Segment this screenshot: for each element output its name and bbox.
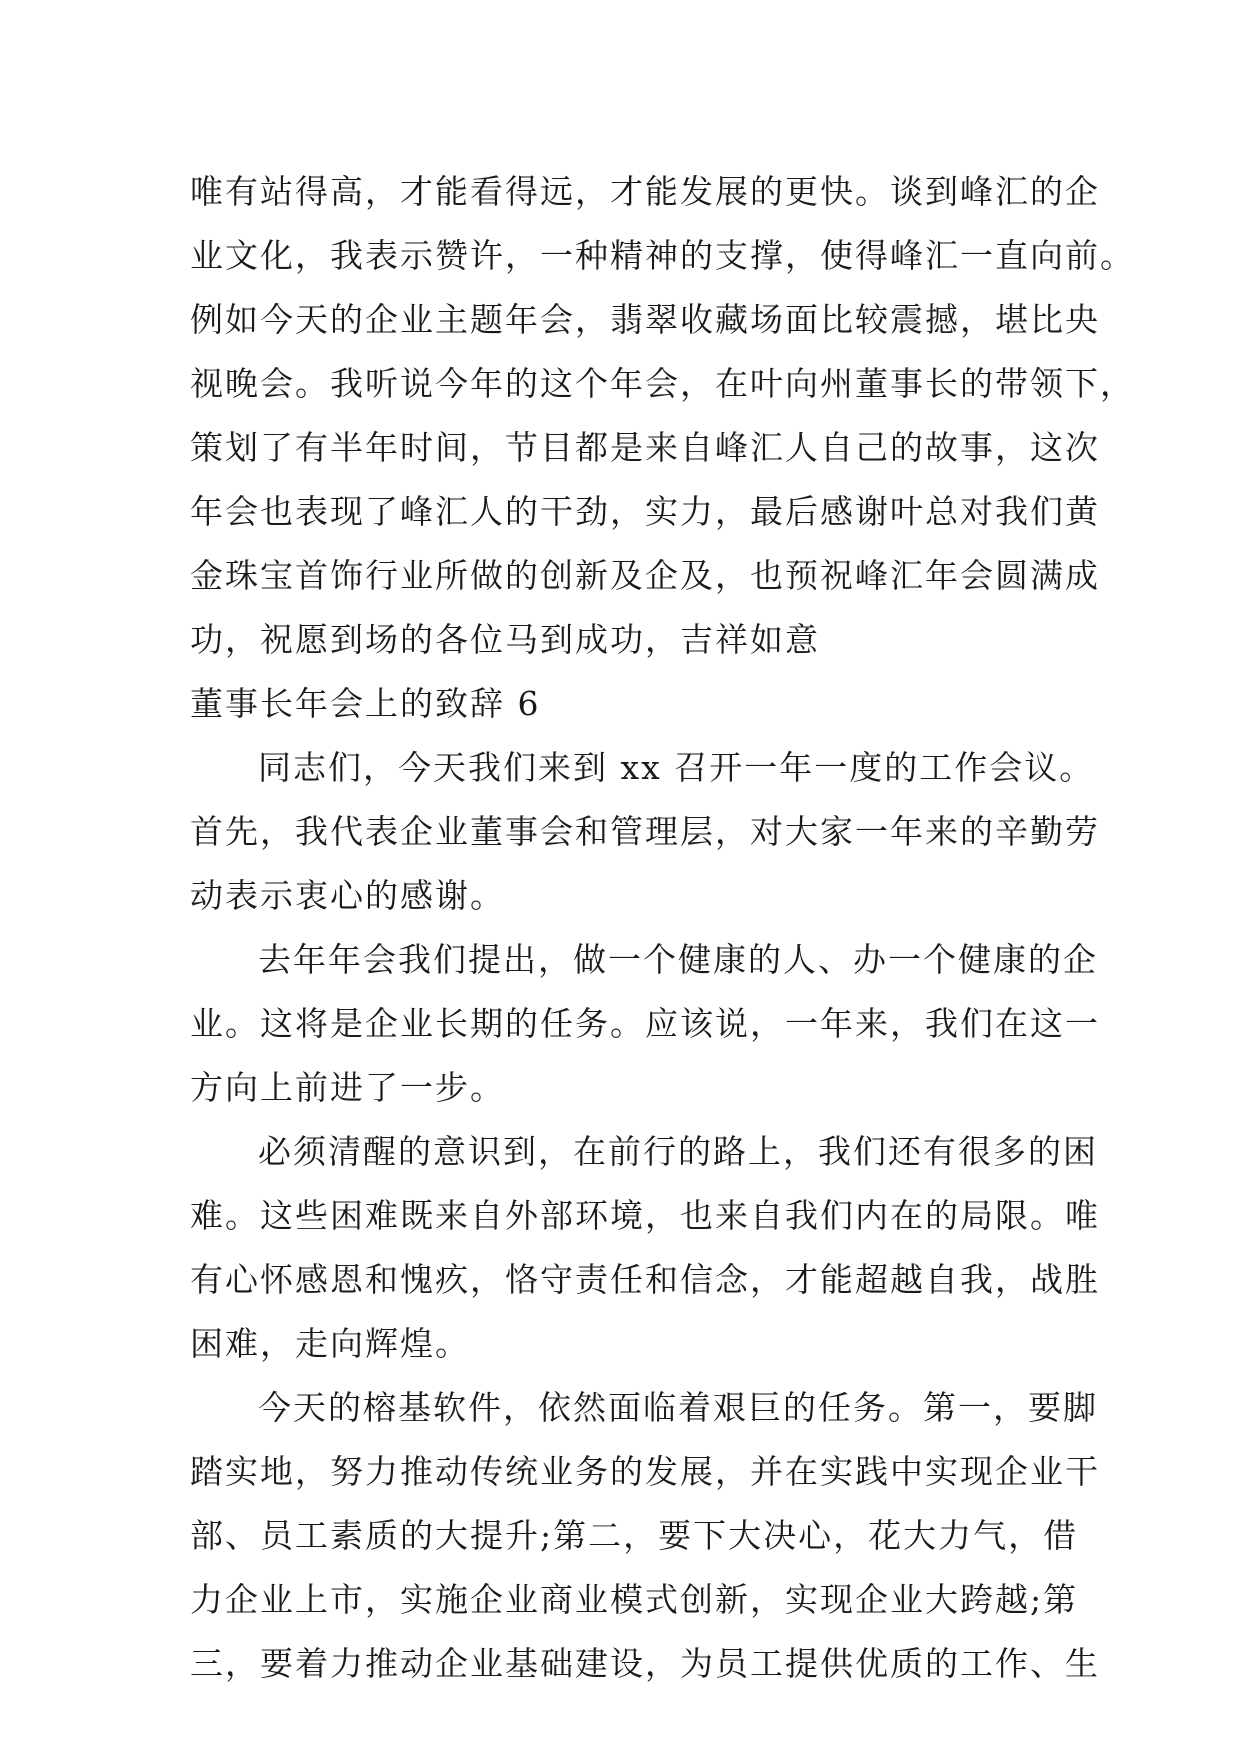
paragraph-line: 业。这将是企业长期的任务。应该说，一年来，我们在这一 <box>190 1004 1100 1043</box>
paragraph-line: 今天的榕基软件，依然面临着艰巨的任务。第一，要脚 <box>258 1388 1098 1427</box>
paragraph-line: 首先，我代表企业董事会和管理层，对大家一年来的辛勤劳 <box>190 812 1100 851</box>
paragraph-1 <box>190 160 1135 672</box>
paragraph-line: 难。这些困难既来自外部环境，也来自我们内在的局限。唯 <box>190 1196 1100 1235</box>
paragraph-5 <box>190 1376 1100 1696</box>
paragraph-line: 力企业上市，实施企业商业模式创新，实现企业大跨越;第 <box>190 1580 1079 1619</box>
paragraph-line: 同志们，今天我们来到 xx 召开一年一度的工作会议。 <box>258 748 1095 787</box>
document-body <box>190 160 1135 1696</box>
paragraph-2 <box>190 736 1100 928</box>
paragraph-line: 策划了有半年时间，节目都是来自峰汇人自己的故事，这次 <box>190 428 1100 467</box>
paragraph-line: 视晚会。我听说今年的这个年会，在叶向州董事长的带领下， <box>190 364 1135 403</box>
paragraph-line: 去年年会我们提出，做一个健康的人、办一个健康的企 <box>258 940 1098 979</box>
paragraph-line: 动表示衷心的感谢。 <box>190 876 505 915</box>
paragraph-line: 三，要着力推动企业基础建设，为员工提供优质的工作、生 <box>190 1644 1100 1683</box>
section-heading: 董事长年会上的致辞 6 <box>190 684 541 723</box>
paragraph-line: 方向上前进了一步。 <box>190 1068 505 1107</box>
paragraph-line: 部、员工素质的大提升;第二，要下大决心，花大力气，借 <box>190 1516 1079 1555</box>
paragraph-line: 踏实地，努力推动传统业务的发展，并在实践中实现企业干 <box>190 1452 1100 1491</box>
paragraph-line: 唯有站得高，才能看得远，才能发展的更快。谈到峰汇的企 <box>190 172 1100 211</box>
paragraph-line: 必须清醒的意识到，在前行的路上，我们还有很多的困 <box>258 1132 1098 1171</box>
paragraph-line: 金珠宝首饰行业所做的创新及企及，也预祝峰汇年会圆满成 <box>190 556 1100 595</box>
paragraph-line: 功，祝愿到场的各位马到成功，吉祥如意 <box>190 620 820 659</box>
paragraph-line: 例如今天的企业主题年会，翡翠收藏场面比较震撼，堪比央 <box>190 300 1100 339</box>
paragraph-4 <box>190 1120 1100 1376</box>
paragraph-line: 业文化，我表示赞许，一种精神的支撑，使得峰汇一直向前。 <box>190 236 1135 275</box>
paragraph-line: 年会也表现了峰汇人的干劲，实力，最后感谢叶总对我们黄 <box>190 492 1100 531</box>
paragraph-line: 有心怀感恩和愧疚，恪守责任和信念，才能超越自我，战胜 <box>190 1260 1100 1299</box>
paragraph-3 <box>190 928 1100 1120</box>
paragraph-line: 困难，走向辉煌。 <box>190 1324 470 1363</box>
